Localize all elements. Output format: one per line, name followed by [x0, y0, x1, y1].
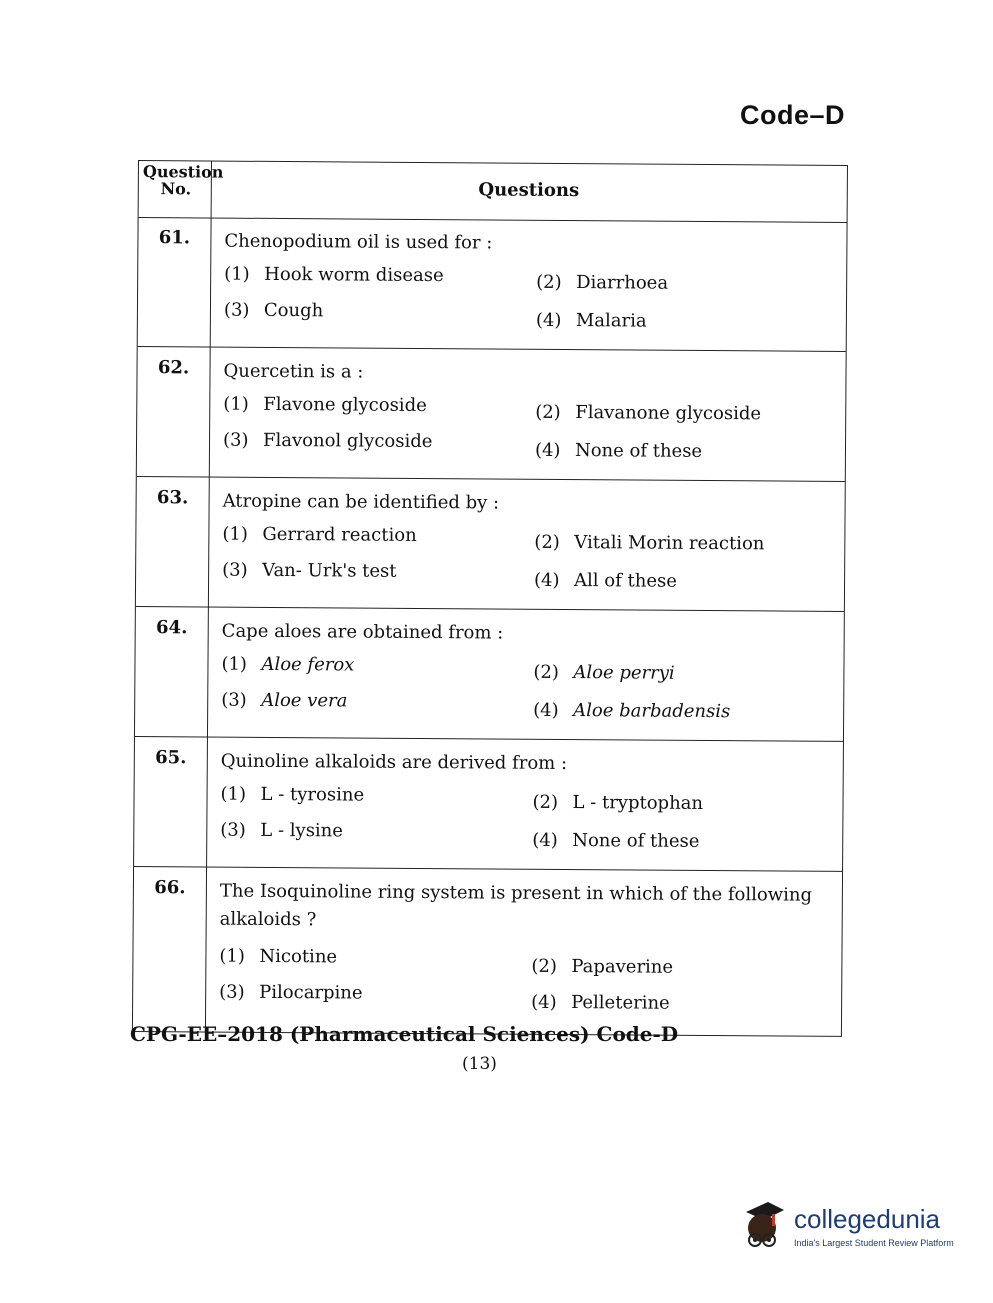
question-row-63	[136, 477, 845, 612]
option-3: (3) L - lysine	[220, 819, 344, 842]
option-2: (2) Papaverine	[531, 955, 674, 978]
option-2: (2) Flavanone glycoside	[535, 401, 762, 425]
logo-tagline: India's Largest Student Review Platform	[794, 1238, 954, 1248]
option-4: (4) None of these	[532, 829, 700, 852]
option-3: (3) Cough	[223, 299, 324, 322]
option-4: (4) None of these	[534, 439, 703, 462]
option-1: (1) Flavone glycoside	[223, 393, 427, 417]
question-stem: Quercetin is a :	[223, 360, 364, 383]
question-stem: Atropine can be identified by :	[222, 490, 500, 514]
question-row-65	[134, 737, 843, 872]
question-stem: The Isoquinoline ring system is present in which of the following alkaloids ?	[219, 880, 813, 931]
option-2: (2) Vitali Morin reaction	[534, 531, 765, 555]
question-stem: Cape aloes are obtained from :	[221, 620, 504, 644]
table-header	[139, 161, 847, 223]
logo-wordmark: collegedunia	[794, 1204, 941, 1234]
option-4: (4) Aloe barbadensis	[533, 699, 731, 723]
exam-footer: CPG-EE–2018 (Pharmaceutical Sciences) Code-D	[130, 1022, 679, 1046]
question-row-61	[138, 217, 847, 352]
question-row-64	[135, 607, 844, 742]
question-number: 66.	[154, 877, 186, 899]
option-2: (2) Diarrhoea	[536, 271, 669, 294]
option-1: (1) Nicotine	[219, 945, 338, 968]
option-4: (4) All of these	[534, 569, 677, 592]
option-2: (2) L - tryptophan	[532, 791, 704, 814]
question-table	[132, 160, 848, 1037]
option-3: (3) Van- Urk's test	[222, 559, 397, 582]
question-stem: Quinoline alkaloids are derived from :	[220, 750, 568, 775]
question-number: 65.	[155, 747, 187, 769]
option-1: (1) Gerrard reaction	[222, 523, 417, 546]
question-row-62	[137, 347, 846, 482]
paper-code: Code–D	[740, 100, 846, 130]
option-3: (3) Flavonol glycoside	[222, 429, 433, 453]
option-3: (3) Pilocarpine	[219, 981, 363, 1004]
option-3: (3) Aloe vera	[221, 689, 348, 712]
option-1: (1) L - tyrosine	[220, 783, 365, 806]
option-2: (2) Aloe perryi	[533, 661, 675, 684]
option-1: (1) Aloe ferox	[221, 653, 355, 676]
question-number: 61.	[158, 227, 191, 249]
question-row-66	[133, 867, 842, 1036]
option-4: (4) Pelleterine	[531, 991, 670, 1014]
question-number: 62.	[157, 357, 190, 379]
header-questions: Questions	[478, 179, 580, 202]
page-number: (13)	[462, 1054, 497, 1074]
option-1: (1) Hook worm disease	[224, 263, 444, 287]
mascot-icon	[738, 1198, 790, 1256]
collegedunia-logo	[738, 1198, 960, 1258]
option-4: (4) Malaria	[535, 309, 647, 332]
header-question-no: Question No.	[142, 162, 224, 199]
question-number: 63.	[156, 487, 189, 509]
question-number: 64.	[155, 617, 188, 639]
question-stem: Chenopodium oil is used for :	[224, 230, 493, 254]
